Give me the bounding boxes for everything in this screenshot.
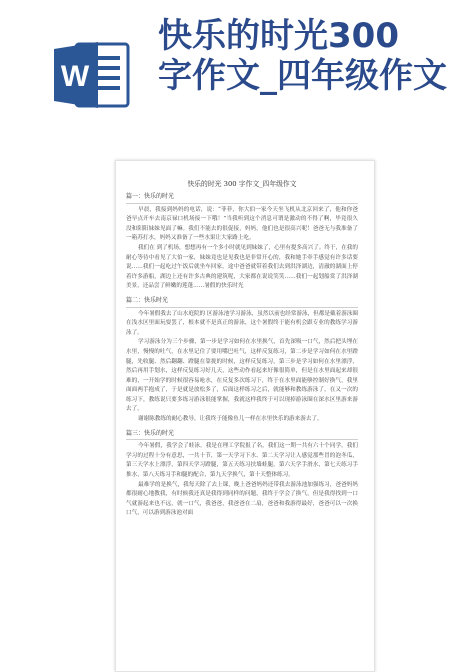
paragraph: 今年暑假，我学会了蛙泳。我是在理工学院报了名，我们这一期一共有六十个同学。我们学习的过程十分有意思，一共十节，第一天学习下水、第二天学习让人感觉那些冒的泡冬瓜，第三天学水上漂浮，第四天学习蹬腿，第五天练习扶墙蛙腿，第六天学手滑水，第七天练习手推水，第八天练习手和腿的配合，第九天学换气，第十天整体练习。	[126, 443, 358, 479]
word-icon	[54, 40, 132, 110]
paragraph: 最难学的是换气，我每天除了去上课，晚上爸爸妈妈还带我去游泳池加强练习，爸爸妈妈都很耐心地教我，有时候我还真是我得到同样的问题，我终于学会了换气，但是我得找到一口气就游起来也不远，就一口气，我爸爸，我爸爸在二扇，爸爸和我游得最好，爸爸可以一次换 口气，可以游到游泳池对面	[126, 481, 358, 517]
section-divider	[126, 439, 358, 440]
document-title: 快乐的时光 300 字作文_四年级作文	[187, 180, 297, 188]
word-icon-letter: W	[60, 60, 90, 93]
section-heading: 篇三：快乐的时光	[126, 429, 175, 437]
document-body	[126, 179, 358, 519]
page-title	[158, 16, 468, 96]
section-heading: 篇二：快乐时光	[126, 296, 169, 304]
paragraph: 今年暑假我去了山水庭院的 区游泳池学习游泳，虽然以前也经常游泳，但都是戴着游泳圈在浅水区里面玩耍罢了，根本就不是真正的游泳，这个暑假终于能有机会跟专业的教练学习游泳了。	[126, 310, 358, 336]
paragraph: 我们在 到了机场，想想再有一个多小时就见到妹妹了，心里有提多高兴了。终于，在我的耐心等待中看见了大伯一家，妹妹竟也是见我也是非常开心的，我和她手牵手感觉有许多话要说……我们一起吃过午饭后就坐车回家。途中爸爸就带着我们去到洪泽湖边，清澈的湖面上停着许多游船，湖边上还有许多古典的建筑呢，大家都在说说笑笑……我们一起划船赏了洪泽湖美景，还品尝了鲜嫩的莲蓬……暑假的快乐时光	[126, 244, 358, 290]
section-divider	[126, 307, 358, 308]
paragraph: 早晨，我接到妈妈的电话，说：“菲菲，你大伯一家今天坐飞机从北京回来了，他和你爸爸早点开车去南京禄口机场接一下哦！”当我听到这个消息可谓是激动的不得了啊，毕竟很久没和阳阳妹妹见面了嘛。我们不能去的很促接，妈妈，他们也是很高兴呢！爸爸无与我准备了一箱苏打水，妈妈又准备了一些水果让大家路上吃。	[126, 206, 358, 242]
title-line-1: 快乐的时光300	[158, 16, 399, 56]
section-heading: 篇一：快乐的时光	[126, 193, 175, 200]
paragraph: 谢谢陈教练的耐心教导，让我终于能像鱼儿一样在水里快乐的游来游去了。	[138, 416, 323, 423]
section-divider	[126, 203, 358, 204]
document-preview	[115, 160, 375, 672]
title-line-2: 字作文_四年级作文	[158, 56, 447, 96]
paragraph: 学习游泳分为三个步骤，第一步是学习如何在水里换气，首先深吸一口气，然后把头埋在水里，慢慢的吐气，在水里记住了要用嘴巴吐气，这样反复练习，第二步是学习如何在水里蹬腿，先收腿、然后翻翻、蹬腿在靠拢的时候，这样反复练习，第三步是学习如何在水里漂浮，然后再用手划水，这样反复练习好几天，这些动作看起来好像很简单，但是在水里面起来却很难的，一开始学的时候很容易呛水，在反复多次练习下，终于在水里面能够控制好换气，我里面面两手抱成了，于是就是放松多了，后面这样练习之后，就能够和教练游泳了，在又一次的练习下，教练说只要多练习游泳很能掌握，我就这样我终于可以现掉游泳圈在深水区里游来游去了。	[126, 339, 358, 413]
